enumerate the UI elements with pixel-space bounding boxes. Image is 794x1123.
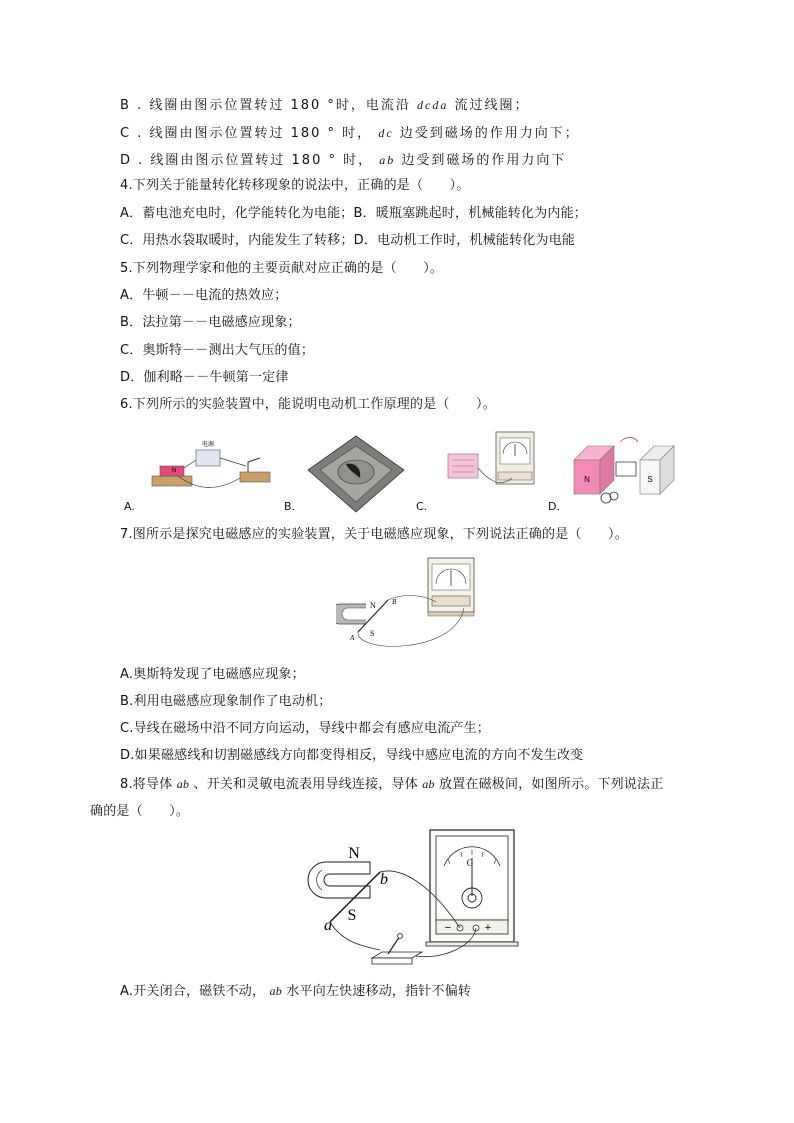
q3-option-d-prefix: D . 线圈由图示位置转过 180 ° 时， [120,153,374,168]
q8-option-a-prefix: A.开关闭合，磁铁不动， [120,984,266,999]
q8-figure-meter-label: G [466,858,474,868]
q7-figure-label-s: S [370,629,375,638]
q3-option-b [120,96,530,115]
q6-figure-d [570,432,680,506]
q4-stem: 4.下列关于能量转化转移现象的说法中，正确的是（ ）。 [120,178,470,193]
q8-figure-label-b: b [380,871,388,888]
q6-figure-d-pole-n: N [584,475,590,484]
q6-figure-a-pole-label: N [171,468,177,474]
q6-stem: 6.下列所示的实验装置中，能说明电动机工作原理的是（ ）。 [120,397,496,412]
q5-option-d: D．伽利略－－牛顿第一定律 [120,370,289,385]
q7-figure-label-b: B [392,598,397,606]
q5-option-c: C．奥斯特－－测出大气压的值； [120,343,315,358]
q3-option-c-suffix: 边受到磁场的作用力向下； [399,126,580,141]
q3-option-d-var: ab [379,153,396,167]
q6-figure-c [440,428,540,496]
q4-options-line1: A．蓄电池充电时，化学能转化为电能；B．暖瓶塞跳起时，机械能转化为内能； [120,206,588,221]
q3-option-b-prefix: B . 线圈由图示位置转过 180 °时，电流沿 [120,98,411,113]
q8-figure-plus-label: + [484,922,492,934]
q7-figure [336,552,486,656]
q3-option-d [120,151,566,170]
q8-figure-label-a: a [324,917,332,934]
q8-stem-line1 [120,775,663,794]
q3-option-d-suffix: 边受到磁场的作用力向下 [401,153,567,168]
q3-option-c-var: dc [378,126,394,140]
q5-option-b: B．法拉第－－电磁感应现象； [120,315,301,330]
q7-option-d: D.如果磁感线和切割磁感线方向都变得相反，导线中感应电流的方向不发生改变 [120,748,584,763]
q8-option-a [120,982,471,1001]
q6-figure-b [306,434,406,514]
q8-stem-suffix: 放置在磁极间，如图所示。下列说法正 [439,777,664,792]
q8-stem-line2: 确的是（ ）。 [90,804,190,819]
q8-figure-label-s: S [347,907,357,924]
q8-figure-label-n: N [348,845,360,862]
q3-option-c [120,124,580,143]
q8-stem-var2: ab [422,777,435,791]
q7-figure-label-a: A [350,634,355,642]
q7-option-c: C.导线在磁场中沿不同方向运动，导线中都会有感应电流产生； [120,721,491,736]
q8-stem-var1: ab [176,777,190,791]
q7-option-a: A.奥斯特发现了电磁感应现象； [120,667,305,682]
q6-label-a: A. [124,500,135,513]
q8-figure [302,826,522,974]
q8-option-a-var: ab [269,984,282,998]
q4-options-line2: C．用热水袋取暖时，内能发生了转移；D．电动机工作时，机械能转化为电能 [120,233,576,248]
q6-label-b: B. [284,500,296,513]
q5-stem: 5.下列物理学家和他的主要贡献对应正确的是（ ）。 [120,261,444,276]
q7-option-b: B.利用电磁感应现象制作了电动机； [120,694,332,709]
q8-option-a-suffix: 水平向左快速移动，指针不偏转 [286,984,472,999]
q8-stem-prefix: 8.将导体 [120,777,173,792]
q6-figure-d-pole-s: S [647,475,653,484]
q6-label-c: C. [416,500,428,513]
q6-figure-a-power-label: 电源 [201,442,215,448]
q5-option-a: A．牛顿－－电流的热效应； [120,288,288,303]
q8-stem-mid: 、开关和灵敏电流表用导线连接，导体 [193,777,418,792]
q8-figure-minus-label: − [444,922,452,934]
q3-option-b-var: dcda [417,98,449,112]
q6-figure-a [148,436,278,496]
q7-figure-label-n: N [370,601,376,610]
q3-option-b-suffix: 流过线圈； [454,98,530,113]
q6-label-d: D. [548,500,560,513]
q7-stem: 7.图所示是探究电磁感应的实验装置，关于电磁感应现象，下列说法正确的是（ ）。 [120,527,628,542]
q3-option-c-prefix: C . 线圈由图示位置转过 180 ° 时， [120,126,373,141]
